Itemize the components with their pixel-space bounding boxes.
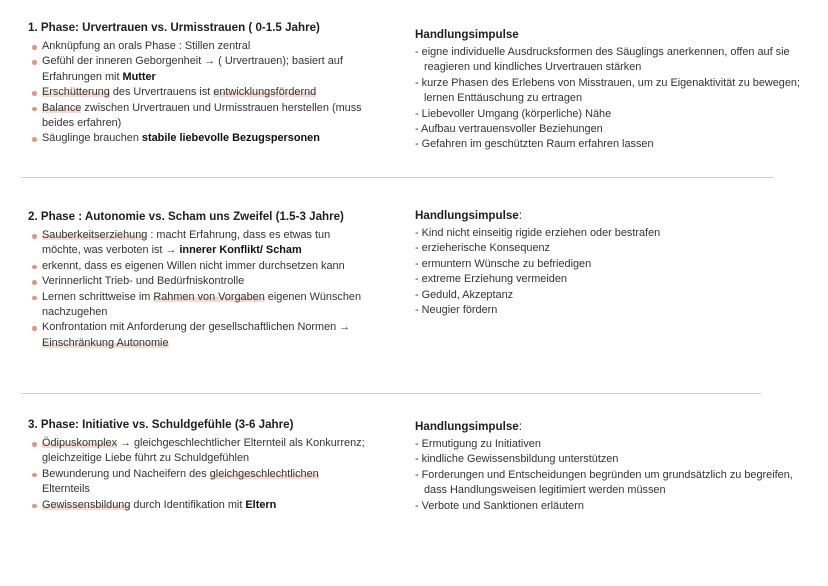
list-item: - Gefahren im geschützten Raum erfahren lassen xyxy=(415,138,654,151)
phase-2-right-column xyxy=(413,209,818,318)
list-item: - Ermutigung zu Initiativen xyxy=(415,438,541,450)
list-item: Bewunderung und Nacheifern des gleichgeschlechtlichen Elternteils xyxy=(42,467,368,498)
phase-1-bullets xyxy=(28,39,368,147)
list-item: Erschütterung des Urvertrauens ist entwicklungsfördernd xyxy=(42,85,368,100)
list-item: - erzieherische Konsequenz xyxy=(415,242,551,255)
list-item: - Liebevoller Umgang (körperliche) Nähe xyxy=(415,107,612,120)
phase-3-right-column xyxy=(413,420,818,514)
list-item: Gewissensbildung durch Identifikation mit Eltern xyxy=(42,498,368,513)
phase-2-title: 2. Phase : Autonomie vs. Scham uns Zweifel (1.5-3 Jahre) xyxy=(28,210,344,223)
list-item: - kindliche Gewissensbildung unterstützen xyxy=(415,453,619,466)
list-item: erkennt, dass es eigenen Willen nicht immer durchsetzen kann xyxy=(42,259,368,274)
list-item: Balance zwischen Urvertrauen und Urmisstrauen herstellen (muss beides erfahren) xyxy=(42,101,368,132)
list-item: - Forderungen und Entscheidungen begründen um grundsätzlich zu begreifen, dass Handlungsweisen legitimiert werden müssen xyxy=(415,468,793,497)
list-item: Säuglinge brauchen stabile liebevolle Bezugspersonen xyxy=(42,131,368,146)
list-item: Ödipuskomplex → gleichgeschlechtlicher Elternteil als Konkurrenz; gleichzeitige Liebe führt zu Schuldgefühlen xyxy=(42,436,368,467)
list-item: - Kind nicht einseitig rigide erziehen oder bestrafen xyxy=(415,227,661,239)
list-item: Anknüpfung an orals Phase : Stillen zentral xyxy=(42,39,368,54)
phase-1-right-column xyxy=(413,28,818,153)
list-item: - Geduld, Akzeptanz xyxy=(415,288,514,301)
list-item: - Verbote und Sanktionen erläutern xyxy=(415,499,584,512)
phase-3-title: 3. Phase: Initiative vs. Schuldgefühle (3-6 Jahre) xyxy=(28,418,294,431)
phase-2-bullets xyxy=(28,228,368,351)
phase-2-impulse-title: Handlungsimpulse: xyxy=(415,209,522,222)
list-item: - Neugier fördern xyxy=(415,304,498,317)
list-item: - Aufbau vertrauensvoller Beziehungen xyxy=(415,123,603,136)
list-item: Lernen schrittweise im Rahmen von Vorgaben eigenen Wünschen nachzugehen xyxy=(42,290,368,321)
list-item: Gefühl der inneren Geborgenheit → ( Urvertrauen); basiert auf Erfahrungen mit Mutter xyxy=(42,54,368,85)
list-item: - eigne individuelle Ausdrucksformen des Säuglings anerkennen, offen auf sie reagieren und kindliches Urvertrauen stärken xyxy=(415,46,790,74)
list-item: - extreme Erziehung vermeiden xyxy=(415,273,567,286)
phase-1-title: 1. Phase: Urvertrauen vs. Urmisstrauen ( 0-1.5 Jahre) xyxy=(28,21,320,34)
phase-3-left-column xyxy=(28,418,368,513)
phase-1-left-column xyxy=(28,21,368,147)
phase-3-bullets xyxy=(28,436,368,513)
phase-1-impulse-title: Handlungsimpulse xyxy=(415,28,519,41)
list-item: - ermuntern Wünsche zu befriedigen xyxy=(415,257,592,270)
phase-2-impulses xyxy=(413,226,818,318)
phase-3-impulse-title: Handlungsimpulse: xyxy=(415,420,522,433)
list-item: Sauberkeitserziehung : macht Erfahrung, dass es etwas tun möchte, was verboten ist → innerer Konflikt/ Scham xyxy=(42,228,368,259)
list-item: Verinnerlicht Trieb- und Bedürfniskontrolle xyxy=(42,274,368,289)
list-item: Konfrontation mit Anforderung der gesellschaftlichen Normen → Einschränkung Autonomie xyxy=(42,320,368,351)
section-divider xyxy=(21,177,773,178)
list-item: - kurze Phasen des Erlebens von Misstrauen, um zu Eigenaktivität zu bewegen; lernen Enttäuschung zu ertragen xyxy=(415,76,801,105)
phase-2-left-column xyxy=(28,210,368,351)
section-divider xyxy=(21,393,761,394)
phase-3-impulses xyxy=(413,437,818,514)
phase-1-impulses xyxy=(413,45,818,153)
